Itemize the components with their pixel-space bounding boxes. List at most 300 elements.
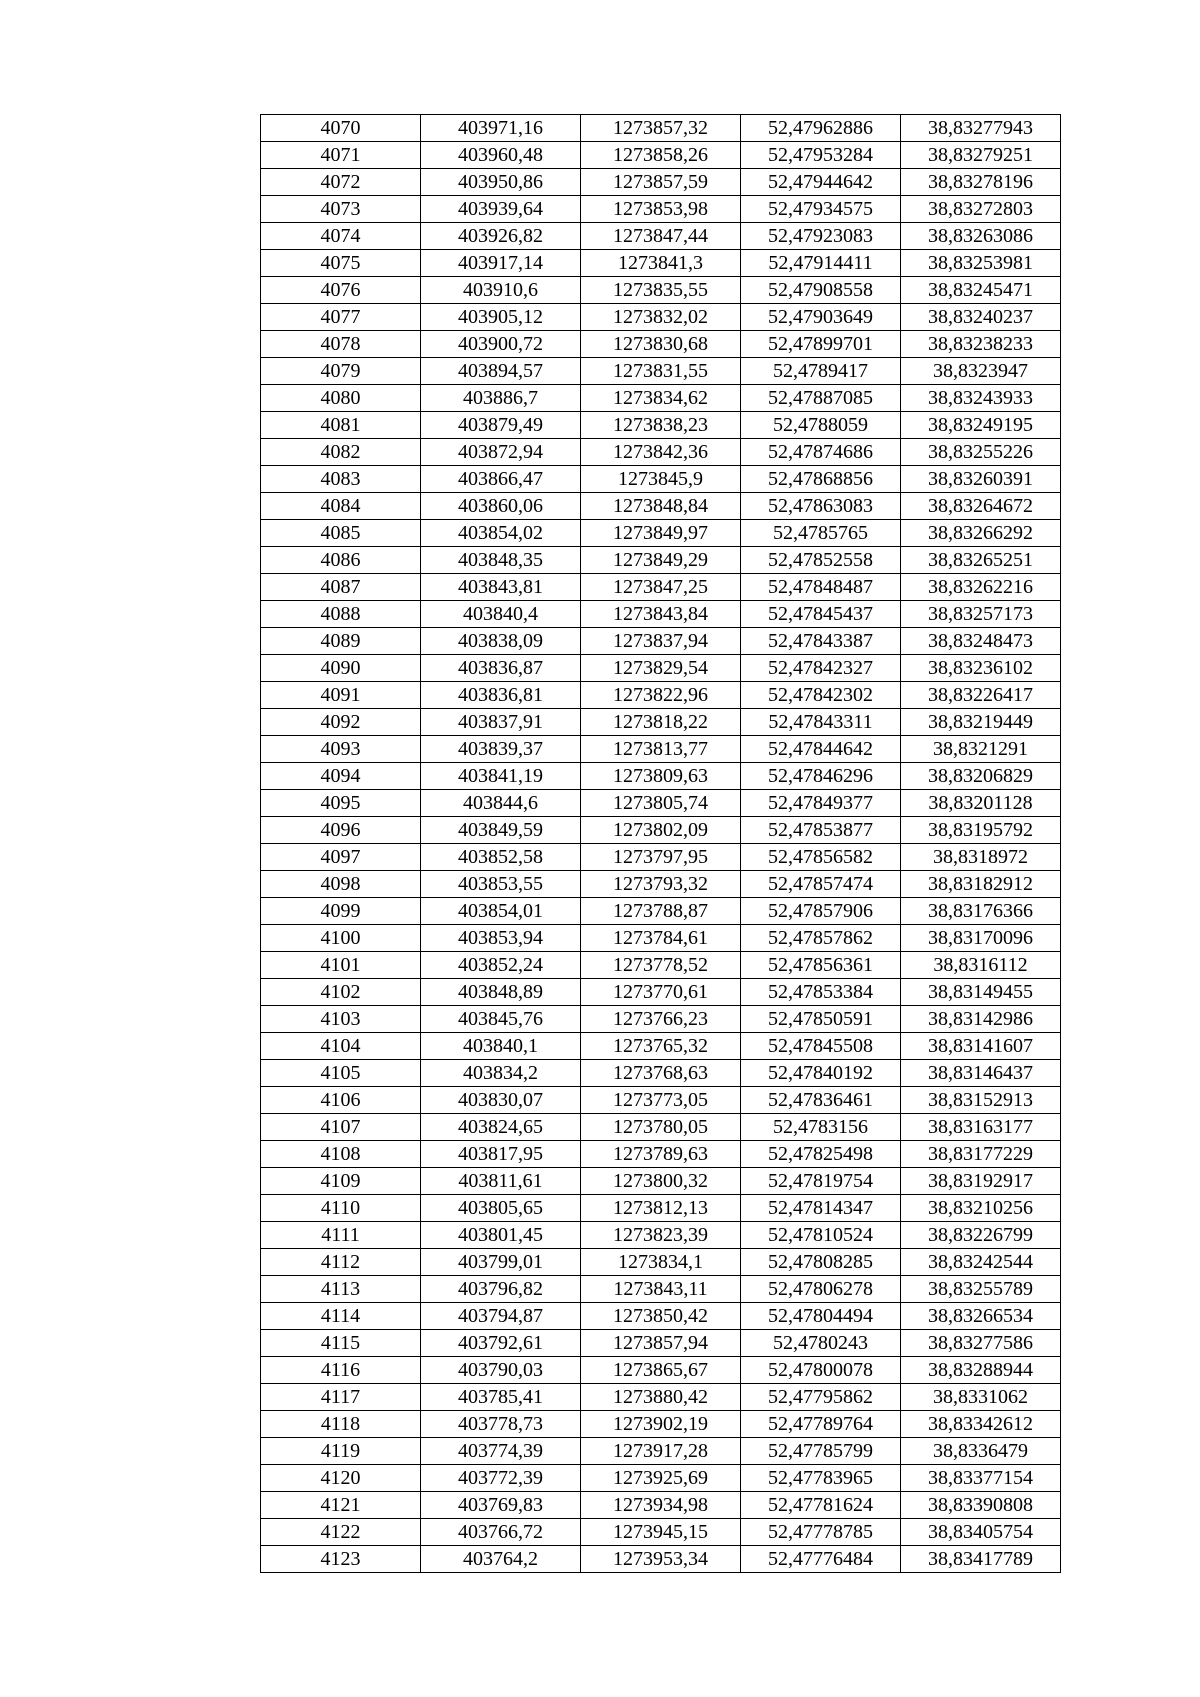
longitude-cell: 38,83277943 <box>901 115 1061 142</box>
table-row <box>261 1303 1061 1330</box>
point-number-cell: 4116 <box>261 1357 421 1384</box>
table-row <box>261 1195 1061 1222</box>
y-coordinate-cell: 1273945,15 <box>581 1519 741 1546</box>
table-row <box>261 790 1061 817</box>
point-number-cell: 4086 <box>261 547 421 574</box>
longitude-cell: 38,83206829 <box>901 763 1061 790</box>
table-row <box>261 1006 1061 1033</box>
y-coordinate-cell: 1273953,34 <box>581 1546 741 1573</box>
table-row <box>261 844 1061 871</box>
y-coordinate-cell: 1273784,61 <box>581 925 741 952</box>
latitude-cell: 52,47848487 <box>741 574 901 601</box>
longitude-cell: 38,83141607 <box>901 1033 1061 1060</box>
table-row <box>261 115 1061 142</box>
longitude-cell: 38,83264672 <box>901 493 1061 520</box>
table-row <box>261 817 1061 844</box>
longitude-cell: 38,83249195 <box>901 412 1061 439</box>
point-number-cell: 4070 <box>261 115 421 142</box>
y-coordinate-cell: 1273865,67 <box>581 1357 741 1384</box>
longitude-cell: 38,83226417 <box>901 682 1061 709</box>
latitude-cell: 52,47843311 <box>741 709 901 736</box>
point-number-cell: 4121 <box>261 1492 421 1519</box>
y-coordinate-cell: 1273830,68 <box>581 331 741 358</box>
x-coordinate-cell: 403860,06 <box>421 493 581 520</box>
table-row <box>261 520 1061 547</box>
x-coordinate-cell: 403879,49 <box>421 412 581 439</box>
x-coordinate-cell: 403766,72 <box>421 1519 581 1546</box>
y-coordinate-cell: 1273797,95 <box>581 844 741 871</box>
latitude-cell: 52,47836461 <box>741 1087 901 1114</box>
table-row <box>261 952 1061 979</box>
longitude-cell: 38,83288944 <box>901 1357 1061 1384</box>
table-row <box>261 1222 1061 1249</box>
longitude-cell: 38,8331062 <box>901 1384 1061 1411</box>
point-number-cell: 4080 <box>261 385 421 412</box>
table-row <box>261 979 1061 1006</box>
point-number-cell: 4088 <box>261 601 421 628</box>
point-number-cell: 4095 <box>261 790 421 817</box>
x-coordinate-cell: 403840,4 <box>421 601 581 628</box>
latitude-cell: 52,47844642 <box>741 736 901 763</box>
point-number-cell: 4101 <box>261 952 421 979</box>
table-row <box>261 574 1061 601</box>
latitude-cell: 52,47857862 <box>741 925 901 952</box>
longitude-cell: 38,83253981 <box>901 250 1061 277</box>
latitude-cell: 52,47840192 <box>741 1060 901 1087</box>
latitude-cell: 52,47842327 <box>741 655 901 682</box>
y-coordinate-cell: 1273812,13 <box>581 1195 741 1222</box>
point-number-cell: 4115 <box>261 1330 421 1357</box>
point-number-cell: 4094 <box>261 763 421 790</box>
point-number-cell: 4099 <box>261 898 421 925</box>
longitude-cell: 38,83243933 <box>901 385 1061 412</box>
table-row <box>261 763 1061 790</box>
x-coordinate-cell: 403824,65 <box>421 1114 581 1141</box>
point-number-cell: 4071 <box>261 142 421 169</box>
coordinates-table <box>260 114 1061 1573</box>
x-coordinate-cell: 403785,41 <box>421 1384 581 1411</box>
y-coordinate-cell: 1273847,44 <box>581 223 741 250</box>
point-number-cell: 4087 <box>261 574 421 601</box>
x-coordinate-cell: 403848,35 <box>421 547 581 574</box>
longitude-cell: 38,83192917 <box>901 1168 1061 1195</box>
latitude-cell: 52,4788059 <box>741 412 901 439</box>
latitude-cell: 52,47962886 <box>741 115 901 142</box>
longitude-cell: 38,83278196 <box>901 169 1061 196</box>
table-row <box>261 709 1061 736</box>
x-coordinate-cell: 403778,73 <box>421 1411 581 1438</box>
longitude-cell: 38,83260391 <box>901 466 1061 493</box>
x-coordinate-cell: 403848,89 <box>421 979 581 1006</box>
point-number-cell: 4120 <box>261 1465 421 1492</box>
y-coordinate-cell: 1273857,94 <box>581 1330 741 1357</box>
longitude-cell: 38,83177229 <box>901 1141 1061 1168</box>
y-coordinate-cell: 1273902,19 <box>581 1411 741 1438</box>
point-number-cell: 4109 <box>261 1168 421 1195</box>
y-coordinate-cell: 1273765,32 <box>581 1033 741 1060</box>
longitude-cell: 38,83248473 <box>901 628 1061 655</box>
point-number-cell: 4074 <box>261 223 421 250</box>
table-row <box>261 1357 1061 1384</box>
point-number-cell: 4103 <box>261 1006 421 1033</box>
longitude-cell: 38,8316112 <box>901 952 1061 979</box>
x-coordinate-cell: 403853,55 <box>421 871 581 898</box>
point-number-cell: 4078 <box>261 331 421 358</box>
table-row <box>261 1411 1061 1438</box>
point-number-cell: 4073 <box>261 196 421 223</box>
longitude-cell: 38,83170096 <box>901 925 1061 952</box>
x-coordinate-cell: 403886,7 <box>421 385 581 412</box>
table-row <box>261 196 1061 223</box>
latitude-cell: 52,47853384 <box>741 979 901 1006</box>
longitude-cell: 38,83417789 <box>901 1546 1061 1573</box>
x-coordinate-cell: 403764,2 <box>421 1546 581 1573</box>
x-coordinate-cell: 403834,2 <box>421 1060 581 1087</box>
latitude-cell: 52,47849377 <box>741 790 901 817</box>
y-coordinate-cell: 1273831,55 <box>581 358 741 385</box>
latitude-cell: 52,47850591 <box>741 1006 901 1033</box>
x-coordinate-cell: 403836,87 <box>421 655 581 682</box>
point-number-cell: 4093 <box>261 736 421 763</box>
point-number-cell: 4077 <box>261 304 421 331</box>
longitude-cell: 38,83176366 <box>901 898 1061 925</box>
x-coordinate-cell: 403853,94 <box>421 925 581 952</box>
longitude-cell: 38,83390808 <box>901 1492 1061 1519</box>
table-row <box>261 250 1061 277</box>
latitude-cell: 52,47800078 <box>741 1357 901 1384</box>
latitude-cell: 52,47778785 <box>741 1519 901 1546</box>
y-coordinate-cell: 1273843,11 <box>581 1276 741 1303</box>
y-coordinate-cell: 1273768,63 <box>581 1060 741 1087</box>
longitude-cell: 38,8318972 <box>901 844 1061 871</box>
table-row <box>261 1330 1061 1357</box>
longitude-cell: 38,83152913 <box>901 1087 1061 1114</box>
point-number-cell: 4081 <box>261 412 421 439</box>
y-coordinate-cell: 1273853,98 <box>581 196 741 223</box>
y-coordinate-cell: 1273805,74 <box>581 790 741 817</box>
x-coordinate-cell: 403790,03 <box>421 1357 581 1384</box>
x-coordinate-cell: 403971,16 <box>421 115 581 142</box>
y-coordinate-cell: 1273813,77 <box>581 736 741 763</box>
x-coordinate-cell: 403796,82 <box>421 1276 581 1303</box>
longitude-cell: 38,83242544 <box>901 1249 1061 1276</box>
table-row <box>261 1114 1061 1141</box>
longitude-cell: 38,83146437 <box>901 1060 1061 1087</box>
longitude-cell: 38,83163177 <box>901 1114 1061 1141</box>
y-coordinate-cell: 1273850,42 <box>581 1303 741 1330</box>
y-coordinate-cell: 1273788,87 <box>581 898 741 925</box>
y-coordinate-cell: 1273917,28 <box>581 1438 741 1465</box>
table-row <box>261 1276 1061 1303</box>
point-number-cell: 4075 <box>261 250 421 277</box>
longitude-cell: 38,83262216 <box>901 574 1061 601</box>
x-coordinate-cell: 403900,72 <box>421 331 581 358</box>
table-row <box>261 1087 1061 1114</box>
longitude-cell: 38,83201128 <box>901 790 1061 817</box>
point-number-cell: 4117 <box>261 1384 421 1411</box>
table-row <box>261 1033 1061 1060</box>
longitude-cell: 38,83342612 <box>901 1411 1061 1438</box>
point-number-cell: 4114 <box>261 1303 421 1330</box>
longitude-cell: 38,83210256 <box>901 1195 1061 1222</box>
longitude-cell: 38,8336479 <box>901 1438 1061 1465</box>
x-coordinate-cell: 403852,24 <box>421 952 581 979</box>
point-number-cell: 4090 <box>261 655 421 682</box>
latitude-cell: 52,47789764 <box>741 1411 901 1438</box>
longitude-cell: 38,83405754 <box>901 1519 1061 1546</box>
longitude-cell: 38,83263086 <box>901 223 1061 250</box>
table-row <box>261 466 1061 493</box>
point-number-cell: 4122 <box>261 1519 421 1546</box>
point-number-cell: 4097 <box>261 844 421 871</box>
x-coordinate-cell: 403769,83 <box>421 1492 581 1519</box>
point-number-cell: 4083 <box>261 466 421 493</box>
table-row <box>261 358 1061 385</box>
y-coordinate-cell: 1273925,69 <box>581 1465 741 1492</box>
point-number-cell: 4111 <box>261 1222 421 1249</box>
table-row <box>261 898 1061 925</box>
table-row <box>261 1465 1061 1492</box>
point-number-cell: 4104 <box>261 1033 421 1060</box>
x-coordinate-cell: 403845,76 <box>421 1006 581 1033</box>
y-coordinate-cell: 1273834,62 <box>581 385 741 412</box>
table-row <box>261 925 1061 952</box>
latitude-cell: 52,47846296 <box>741 763 901 790</box>
latitude-cell: 52,4780243 <box>741 1330 901 1357</box>
longitude-cell: 38,83266292 <box>901 520 1061 547</box>
longitude-cell: 38,83245471 <box>901 277 1061 304</box>
x-coordinate-cell: 403799,01 <box>421 1249 581 1276</box>
latitude-cell: 52,47934575 <box>741 196 901 223</box>
latitude-cell: 52,47853877 <box>741 817 901 844</box>
point-number-cell: 4100 <box>261 925 421 952</box>
point-number-cell: 4072 <box>261 169 421 196</box>
y-coordinate-cell: 1273845,9 <box>581 466 741 493</box>
table-row <box>261 277 1061 304</box>
y-coordinate-cell: 1273880,42 <box>581 1384 741 1411</box>
y-coordinate-cell: 1273773,05 <box>581 1087 741 1114</box>
point-number-cell: 4110 <box>261 1195 421 1222</box>
latitude-cell: 52,47857906 <box>741 898 901 925</box>
y-coordinate-cell: 1273857,59 <box>581 169 741 196</box>
point-number-cell: 4113 <box>261 1276 421 1303</box>
x-coordinate-cell: 403905,12 <box>421 304 581 331</box>
longitude-cell: 38,83265251 <box>901 547 1061 574</box>
point-number-cell: 4085 <box>261 520 421 547</box>
y-coordinate-cell: 1273818,22 <box>581 709 741 736</box>
latitude-cell: 52,4783156 <box>741 1114 901 1141</box>
longitude-cell: 38,83142986 <box>901 1006 1061 1033</box>
latitude-cell: 52,47842302 <box>741 682 901 709</box>
y-coordinate-cell: 1273841,3 <box>581 250 741 277</box>
x-coordinate-cell: 403836,81 <box>421 682 581 709</box>
latitude-cell: 52,47899701 <box>741 331 901 358</box>
y-coordinate-cell: 1273809,63 <box>581 763 741 790</box>
longitude-cell: 38,83149455 <box>901 979 1061 1006</box>
y-coordinate-cell: 1273789,63 <box>581 1141 741 1168</box>
latitude-cell: 52,47795862 <box>741 1384 901 1411</box>
point-number-cell: 4091 <box>261 682 421 709</box>
longitude-cell: 38,83266534 <box>901 1303 1061 1330</box>
y-coordinate-cell: 1273837,94 <box>581 628 741 655</box>
longitude-cell: 38,83377154 <box>901 1465 1061 1492</box>
latitude-cell: 52,47852558 <box>741 547 901 574</box>
latitude-cell: 52,47819754 <box>741 1168 901 1195</box>
latitude-cell: 52,4789417 <box>741 358 901 385</box>
latitude-cell: 52,47808285 <box>741 1249 901 1276</box>
y-coordinate-cell: 1273858,26 <box>581 142 741 169</box>
x-coordinate-cell: 403805,65 <box>421 1195 581 1222</box>
x-coordinate-cell: 403830,07 <box>421 1087 581 1114</box>
y-coordinate-cell: 1273770,61 <box>581 979 741 1006</box>
longitude-cell: 38,83226799 <box>901 1222 1061 1249</box>
x-coordinate-cell: 403872,94 <box>421 439 581 466</box>
x-coordinate-cell: 403817,95 <box>421 1141 581 1168</box>
point-number-cell: 4106 <box>261 1087 421 1114</box>
latitude-cell: 52,47953284 <box>741 142 901 169</box>
x-coordinate-cell: 403854,01 <box>421 898 581 925</box>
point-number-cell: 4082 <box>261 439 421 466</box>
x-coordinate-cell: 403926,82 <box>421 223 581 250</box>
x-coordinate-cell: 403849,59 <box>421 817 581 844</box>
point-number-cell: 4089 <box>261 628 421 655</box>
latitude-cell: 52,47887085 <box>741 385 901 412</box>
table-row <box>261 385 1061 412</box>
longitude-cell: 38,8321291 <box>901 736 1061 763</box>
table-row <box>261 304 1061 331</box>
longitude-cell: 38,83238233 <box>901 331 1061 358</box>
table-row <box>261 493 1061 520</box>
point-number-cell: 4076 <box>261 277 421 304</box>
latitude-cell: 52,47776484 <box>741 1546 901 1573</box>
table-row <box>261 439 1061 466</box>
x-coordinate-cell: 403950,86 <box>421 169 581 196</box>
latitude-cell: 52,47843387 <box>741 628 901 655</box>
y-coordinate-cell: 1273778,52 <box>581 952 741 979</box>
x-coordinate-cell: 403801,45 <box>421 1222 581 1249</box>
latitude-cell: 52,47785799 <box>741 1438 901 1465</box>
table-row <box>261 1546 1061 1573</box>
table-row <box>261 682 1061 709</box>
latitude-cell: 52,47944642 <box>741 169 901 196</box>
table-row <box>261 871 1061 898</box>
longitude-cell: 38,83240237 <box>901 304 1061 331</box>
y-coordinate-cell: 1273832,02 <box>581 304 741 331</box>
y-coordinate-cell: 1273847,25 <box>581 574 741 601</box>
y-coordinate-cell: 1273802,09 <box>581 817 741 844</box>
point-number-cell: 4105 <box>261 1060 421 1087</box>
y-coordinate-cell: 1273838,23 <box>581 412 741 439</box>
x-coordinate-cell: 403839,37 <box>421 736 581 763</box>
x-coordinate-cell: 403838,09 <box>421 628 581 655</box>
table-row <box>261 736 1061 763</box>
point-number-cell: 4092 <box>261 709 421 736</box>
latitude-cell: 52,47903649 <box>741 304 901 331</box>
longitude-cell: 38,8323947 <box>901 358 1061 385</box>
y-coordinate-cell: 1273823,39 <box>581 1222 741 1249</box>
y-coordinate-cell: 1273843,84 <box>581 601 741 628</box>
y-coordinate-cell: 1273766,23 <box>581 1006 741 1033</box>
table-row <box>261 1384 1061 1411</box>
point-number-cell: 4102 <box>261 979 421 1006</box>
x-coordinate-cell: 403939,64 <box>421 196 581 223</box>
table-row <box>261 223 1061 250</box>
x-coordinate-cell: 403852,58 <box>421 844 581 871</box>
y-coordinate-cell: 1273848,84 <box>581 493 741 520</box>
y-coordinate-cell: 1273793,32 <box>581 871 741 898</box>
latitude-cell: 52,47868856 <box>741 466 901 493</box>
latitude-cell: 52,47845508 <box>741 1033 901 1060</box>
table-row <box>261 655 1061 682</box>
x-coordinate-cell: 403792,61 <box>421 1330 581 1357</box>
y-coordinate-cell: 1273849,97 <box>581 520 741 547</box>
latitude-cell: 52,47923083 <box>741 223 901 250</box>
x-coordinate-cell: 403894,57 <box>421 358 581 385</box>
x-coordinate-cell: 403811,61 <box>421 1168 581 1195</box>
latitude-cell: 52,47908558 <box>741 277 901 304</box>
x-coordinate-cell: 403837,91 <box>421 709 581 736</box>
x-coordinate-cell: 403841,19 <box>421 763 581 790</box>
table-row <box>261 1492 1061 1519</box>
latitude-cell: 52,47914411 <box>741 250 901 277</box>
coordinates-table-body <box>261 115 1061 1573</box>
latitude-cell: 52,47825498 <box>741 1141 901 1168</box>
point-number-cell: 4107 <box>261 1114 421 1141</box>
table-row <box>261 1519 1061 1546</box>
x-coordinate-cell: 403866,47 <box>421 466 581 493</box>
latitude-cell: 52,47781624 <box>741 1492 901 1519</box>
point-number-cell: 4096 <box>261 817 421 844</box>
latitude-cell: 52,47804494 <box>741 1303 901 1330</box>
x-coordinate-cell: 403844,6 <box>421 790 581 817</box>
y-coordinate-cell: 1273835,55 <box>581 277 741 304</box>
table-row <box>261 331 1061 358</box>
latitude-cell: 52,47863083 <box>741 493 901 520</box>
y-coordinate-cell: 1273829,54 <box>581 655 741 682</box>
latitude-cell: 52,4785765 <box>741 520 901 547</box>
point-number-cell: 4079 <box>261 358 421 385</box>
latitude-cell: 52,47806278 <box>741 1276 901 1303</box>
y-coordinate-cell: 1273800,32 <box>581 1168 741 1195</box>
latitude-cell: 52,47857474 <box>741 871 901 898</box>
y-coordinate-cell: 1273849,29 <box>581 547 741 574</box>
latitude-cell: 52,47814347 <box>741 1195 901 1222</box>
latitude-cell: 52,47874686 <box>741 439 901 466</box>
longitude-cell: 38,83219449 <box>901 709 1061 736</box>
point-number-cell: 4108 <box>261 1141 421 1168</box>
longitude-cell: 38,83236102 <box>901 655 1061 682</box>
latitude-cell: 52,47856361 <box>741 952 901 979</box>
point-number-cell: 4112 <box>261 1249 421 1276</box>
table-row <box>261 1168 1061 1195</box>
longitude-cell: 38,83277586 <box>901 1330 1061 1357</box>
latitude-cell: 52,47845437 <box>741 601 901 628</box>
table-row <box>261 412 1061 439</box>
x-coordinate-cell: 403794,87 <box>421 1303 581 1330</box>
x-coordinate-cell: 403840,1 <box>421 1033 581 1060</box>
longitude-cell: 38,83195792 <box>901 817 1061 844</box>
point-number-cell: 4084 <box>261 493 421 520</box>
latitude-cell: 52,47856582 <box>741 844 901 871</box>
x-coordinate-cell: 403843,81 <box>421 574 581 601</box>
x-coordinate-cell: 403854,02 <box>421 520 581 547</box>
x-coordinate-cell: 403774,39 <box>421 1438 581 1465</box>
latitude-cell: 52,47783965 <box>741 1465 901 1492</box>
longitude-cell: 38,83272803 <box>901 196 1061 223</box>
table-row <box>261 1438 1061 1465</box>
table-row <box>261 169 1061 196</box>
longitude-cell: 38,83279251 <box>901 142 1061 169</box>
